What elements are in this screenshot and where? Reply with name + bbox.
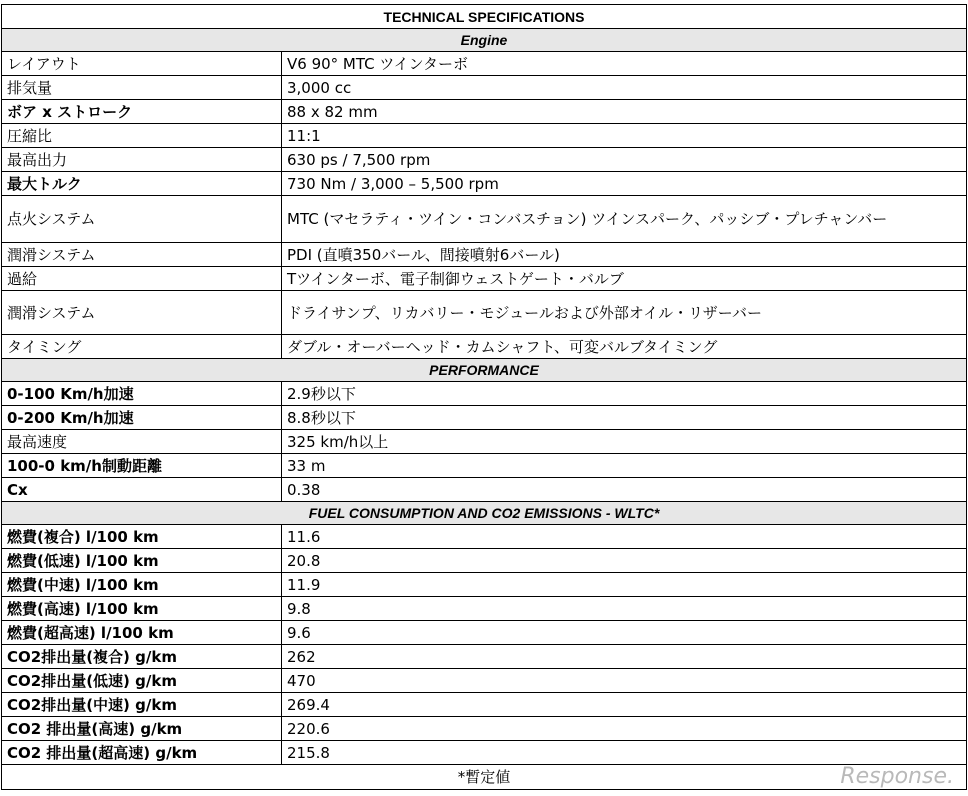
table-row <box>2 124 967 148</box>
spec-value: 88 x 82 mm <box>282 100 967 124</box>
table-row <box>2 196 967 243</box>
spec-label: 最大トルク <box>2 172 282 196</box>
spec-value: Tツインターボ、電子制御ウェストゲート・バルブ <box>282 267 967 291</box>
table-row <box>2 148 967 172</box>
table-row <box>2 573 967 597</box>
spec-label: 潤滑システム <box>2 291 282 335</box>
spec-value: 11.6 <box>282 525 967 549</box>
section-header: FUEL CONSUMPTION AND CO2 EMISSIONS - WLTC* <box>2 502 967 525</box>
table-row <box>2 291 967 335</box>
spec-label: タイミング <box>2 335 282 359</box>
spec-label: 0-100 Km/h加速 <box>2 382 282 406</box>
table-row <box>2 478 967 502</box>
table-row <box>2 243 967 267</box>
spec-value: MTC (マセラティ・ツイン・コンバスチョン) ツインスパーク、パッシブ・プレチャンバー <box>282 196 967 243</box>
table-row <box>2 76 967 100</box>
spec-value: 470 <box>282 669 967 693</box>
spec-label: CO2排出量(低速) g/km <box>2 669 282 693</box>
table-row <box>2 406 967 430</box>
spec-value: 730 Nm / 3,000 – 5,500 rpm <box>282 172 967 196</box>
spec-label: 燃費(高速) l/100 km <box>2 597 282 621</box>
table-row <box>2 335 967 359</box>
table-row <box>2 172 967 196</box>
spec-label: CO2排出量(複合) g/km <box>2 645 282 669</box>
response-watermark <box>840 760 954 790</box>
spec-value: 2.9秒以下 <box>282 382 967 406</box>
spec-label: レイアウト <box>2 52 282 76</box>
spec-value: 630 ps / 7,500 rpm <box>282 148 967 172</box>
spec-value: 9.8 <box>282 597 967 621</box>
section-header-row <box>2 502 967 525</box>
section-header: PERFORMANCE <box>2 359 967 382</box>
spec-label: 100-0 km/h制動距離 <box>2 454 282 478</box>
table-row <box>2 597 967 621</box>
watermark-text: Response. <box>840 764 954 789</box>
spec-label: 燃費(複合) l/100 km <box>2 525 282 549</box>
spec-value: V6 90° MTC ツインターボ <box>282 52 967 76</box>
spec-value: 325 km/h以上 <box>282 430 967 454</box>
spec-label: 最高出力 <box>2 148 282 172</box>
spec-value: 33 m <box>282 454 967 478</box>
table-row <box>2 621 967 645</box>
spec-value: 0.38 <box>282 478 967 502</box>
table-row <box>2 669 967 693</box>
table-title: TECHNICAL SPECIFICATIONS <box>2 5 967 29</box>
spec-value: 11:1 <box>282 124 967 148</box>
spec-label: 潤滑システム <box>2 243 282 267</box>
spec-value: 8.8秒以下 <box>282 406 967 430</box>
spec-value: ダブル・オーバーヘッド・カムシャフト、可変バルブタイミング <box>282 335 967 359</box>
spec-value: ドライサンプ、リカバリー・モジュールおよび外部オイル・リザーバー <box>282 291 967 335</box>
spec-label: 過給 <box>2 267 282 291</box>
spec-value: 220.6 <box>282 717 967 741</box>
spec-table-body <box>2 5 967 765</box>
table-row <box>2 645 967 669</box>
spec-label: CO2排出量(中速) g/km <box>2 693 282 717</box>
spec-label: 最高速度 <box>2 430 282 454</box>
spec-label: 燃費(超高速) l/100 km <box>2 621 282 645</box>
section-header: Engine <box>2 29 967 52</box>
spec-label: 圧縮比 <box>2 124 282 148</box>
spec-value: 3,000 cc <box>282 76 967 100</box>
table-row <box>2 382 967 406</box>
spec-label: 排気量 <box>2 76 282 100</box>
section-header-row <box>2 359 967 382</box>
table-row <box>2 52 967 76</box>
table-row <box>2 549 967 573</box>
spec-label: 燃費(中速) l/100 km <box>2 573 282 597</box>
table-row <box>2 454 967 478</box>
spec-label: 燃費(低速) l/100 km <box>2 549 282 573</box>
table-row <box>2 267 967 291</box>
spec-value: PDI (直噴350バール、間接噴射6バール) <box>282 243 967 267</box>
spec-label: Cx <box>2 478 282 502</box>
footnote: *暫定値 <box>2 765 967 790</box>
spec-label: CO2 排出量(高速) g/km <box>2 717 282 741</box>
footnote-row <box>2 765 967 790</box>
spec-label: 0-200 Km/h加速 <box>2 406 282 430</box>
table-row <box>2 100 967 124</box>
table-row <box>2 717 967 741</box>
spec-value: 269.4 <box>282 693 967 717</box>
spec-label: ボア x ストローク <box>2 100 282 124</box>
spec-value: 20.8 <box>282 549 967 573</box>
table-row <box>2 693 967 717</box>
spec-label: 点火システム <box>2 196 282 243</box>
spec-value: 11.9 <box>282 573 967 597</box>
spec-value: 9.6 <box>282 621 967 645</box>
table-row <box>2 525 967 549</box>
spec-value: 215.8 <box>282 741 967 765</box>
spec-value: 262 <box>282 645 967 669</box>
section-header-row <box>2 29 967 52</box>
table-row <box>2 430 967 454</box>
spec-table <box>1 4 967 790</box>
table-title-row <box>2 5 967 29</box>
spec-label: CO2 排出量(超高速) g/km <box>2 741 282 765</box>
table-row <box>2 741 967 765</box>
